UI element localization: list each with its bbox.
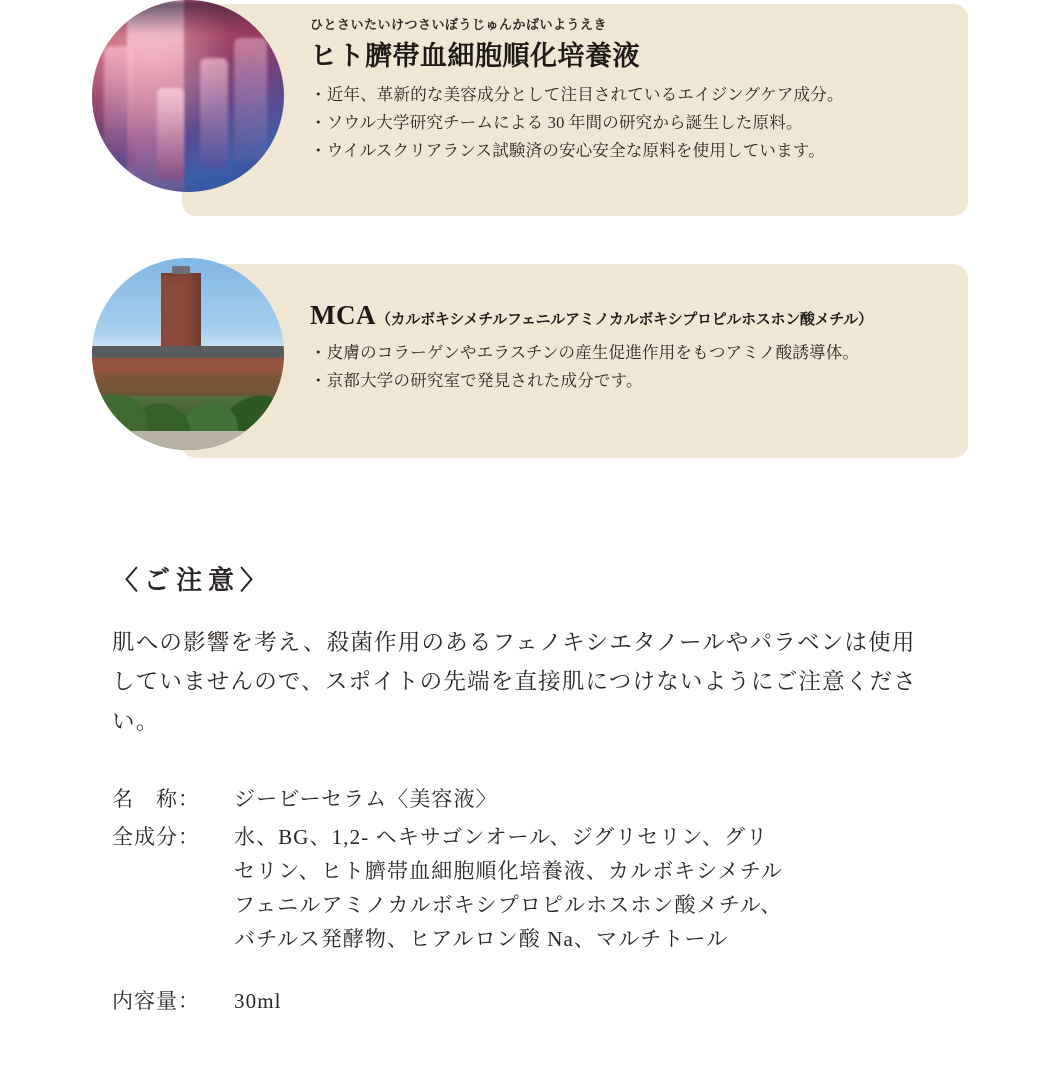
- notice-body: 肌への影響を考え、殺菌作用のあるフェノキシエタノールやパラベンは使用していませんので、スポイトの先端を直接肌につけないようにご注意ください。: [112, 630, 917, 734]
- card-1-title: [310, 34, 950, 73]
- notice-section: [112, 560, 962, 741]
- card-1-bullet-1: ・近年、革新的な美容成分として注目されているエイジングケア成分。: [310, 85, 844, 105]
- card-2-title: [310, 300, 960, 331]
- card-1-ruby: ひとさいたいけつさいぼうじゅんかばいようえき: [310, 17, 608, 32]
- card-2-bullet-1: ・皮膚のコラーゲンやエラスチンの産生促進作用をもつアミノ酸誘導体。: [310, 343, 860, 362]
- vial-photo: [92, 0, 284, 192]
- card-2-body: [310, 300, 960, 394]
- notice-heading: 〈ご注意〉: [112, 566, 273, 595]
- card-2-title-main: MCA: [310, 300, 376, 330]
- card-1-body: [310, 18, 950, 164]
- card-1-title-main: ヒト臍帯血細胞順化培養液: [310, 41, 640, 72]
- university-photo: [92, 258, 284, 450]
- spec-row-volume: [112, 984, 972, 1018]
- spec-row-name: [112, 782, 972, 816]
- spec-ingredients-line-1: 水、BG、1,2- ヘキサゴンオール、ジグリセリン、グリ: [234, 825, 769, 850]
- spec-label-name: 名 称：: [112, 787, 200, 811]
- spec-spacer: [112, 960, 972, 984]
- card-2-bullet-2: ・京都大学の研究室で発見された成分です。: [310, 370, 643, 390]
- spec-value-name: ジービーセラム〈美容液〉: [234, 787, 498, 811]
- spec-label-volume: 内容量：: [112, 989, 200, 1014]
- card-1-bullet-3: ・ウイルスクリアランス試験済の安心安全な原料を使用しています。: [310, 140, 825, 160]
- spec-list: [112, 782, 972, 1022]
- spec-ingredients-line-3: フェニルアミノカルボキシプロピルホスホン酸メチル、: [234, 893, 783, 918]
- spec-ingredients-line-4: バチルス発酵物、ヒアルロン酸 Na、マルチトール: [234, 927, 729, 952]
- spec-ingredients-line-2: セリン、ヒト臍帯血細胞順化培養液、カルボキシメチル: [234, 859, 783, 884]
- spec-value-ingredients: [234, 820, 783, 956]
- card-1-bullet-2: ・ソウル大学研究チームによる 30 年間の研究から誕生した原料。: [310, 113, 803, 133]
- spec-row-ingredients: [112, 820, 972, 956]
- card-2-title-sub: （カルボキシメチルフェニルアミノカルボキシプロピルホスホン酸メチル）: [375, 312, 873, 328]
- spec-label-ingredients: 全成分：: [112, 825, 200, 850]
- spec-value-volume: 30ml: [234, 989, 282, 1014]
